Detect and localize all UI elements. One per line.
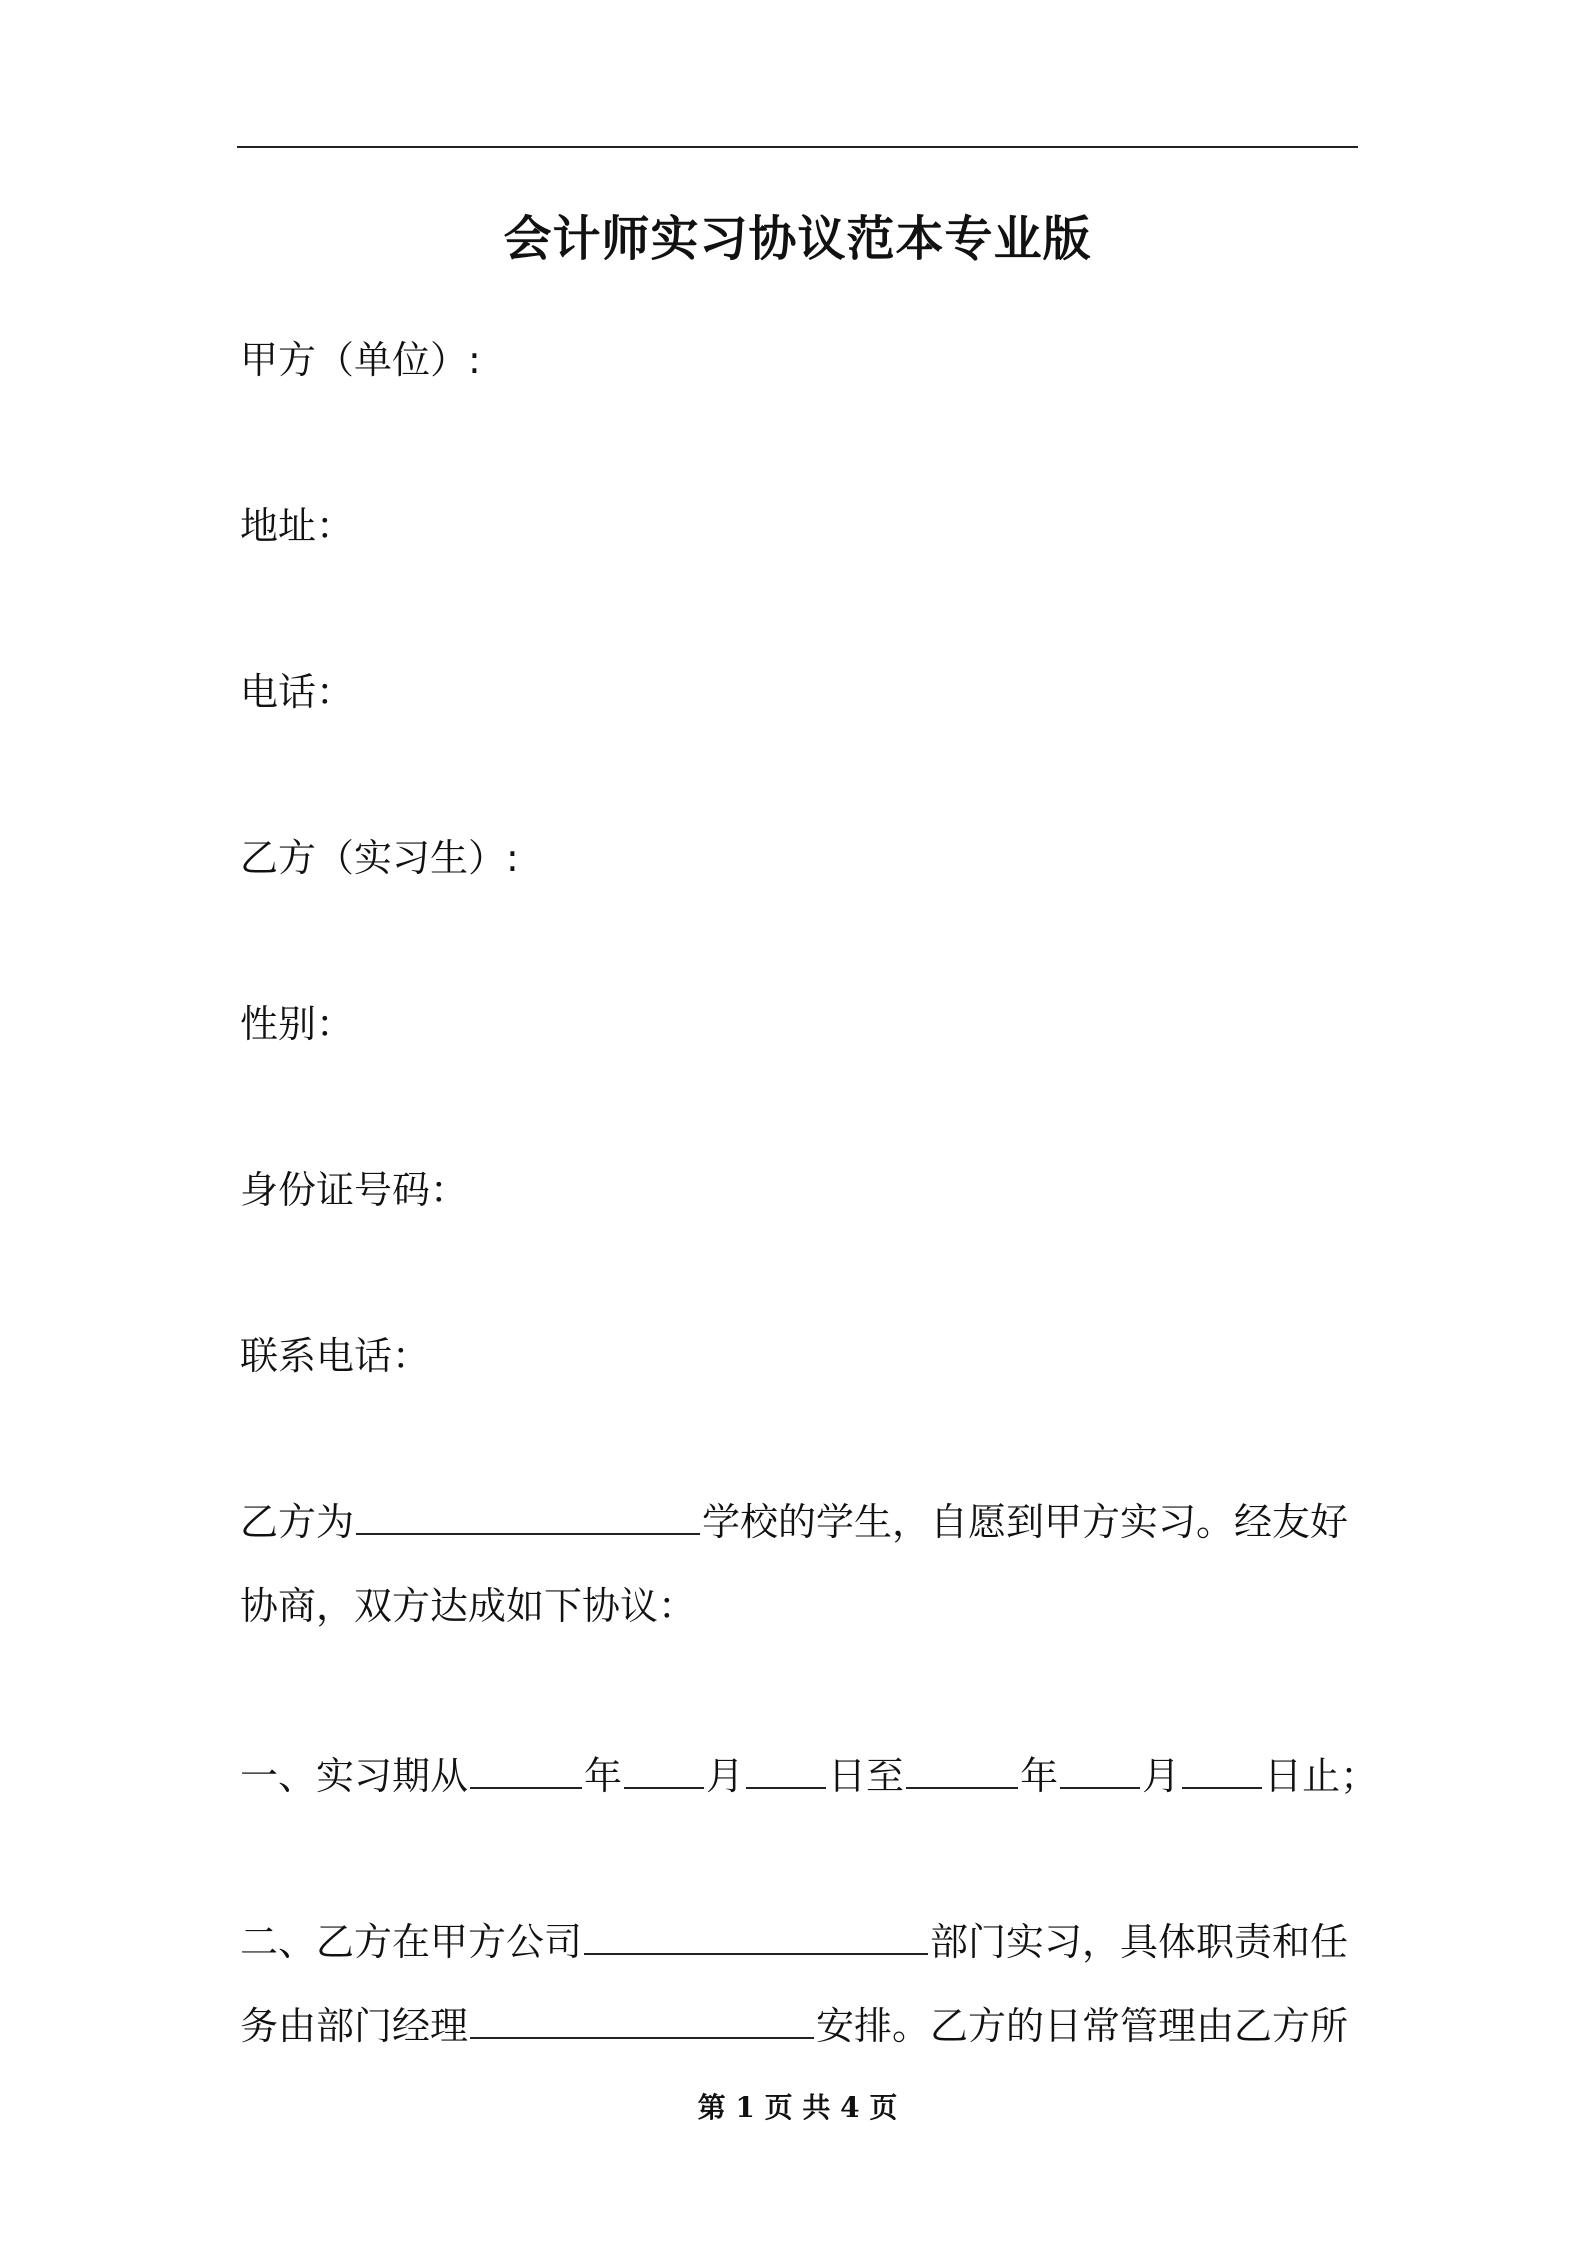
clause1-year1: 年 [584,1754,623,1798]
school-blank[interactable] [356,1503,700,1535]
clause-2-line2 [240,1984,1360,2068]
document-title: 会计师实习协议范本专业版 [503,211,1092,267]
clause2-line2-prefix: 务由部门经理 [240,2004,469,2048]
field-gender: 性别： [240,1002,355,1046]
start-day-blank[interactable] [746,1757,826,1789]
end-day-blank[interactable] [1182,1757,1262,1789]
clause2-line2-suffix: 安排。乙方的日常管理由乙方所 [816,2004,1349,2048]
intro-paragraph-line2: 协商，双方达成如下协议： [240,1584,697,1628]
end-month-blank[interactable] [1060,1757,1140,1789]
start-year-blank[interactable] [470,1757,582,1789]
clause1-day2: 日止； [1264,1754,1379,1798]
field-phone: 电话： [240,670,355,714]
page-number: 第 1 页 共 4 页 [697,2091,898,2124]
manager-blank[interactable] [470,2007,814,2039]
clause-1 [240,1734,1379,1818]
clause1-year2: 年 [1020,1754,1059,1798]
field-id-number: 身份证号码： [240,1168,469,1212]
intro-paragraph-line1 [240,1480,1360,1564]
clause-2-line1 [240,1900,1360,1984]
field-party-b: 乙方（实习生）: [240,836,519,880]
clause1-day1: 日至 [828,1754,905,1798]
header-rule [237,146,1358,148]
start-month-blank[interactable] [624,1757,704,1789]
end-year-blank[interactable] [906,1757,1018,1789]
clause2-suffix: 部门实习，具体职责和任 [930,1920,1349,1964]
intro-suffix: 学校的学生，自愿到甲方实习。经友好 [702,1500,1349,1544]
clause2-prefix: 二、乙方在甲方公司 [240,1920,583,1964]
field-party-a: 甲方（单位）: [240,338,481,382]
field-address: 地址： [240,504,355,548]
clause1-month2: 月 [1142,1754,1181,1798]
intro-prefix: 乙方为 [240,1500,355,1544]
clause1-prefix: 一、实习期从 [240,1754,469,1798]
department-blank[interactable] [584,1923,928,1955]
clause1-month1: 月 [706,1754,745,1798]
field-contact-phone: 联系电话： [240,1334,431,1378]
